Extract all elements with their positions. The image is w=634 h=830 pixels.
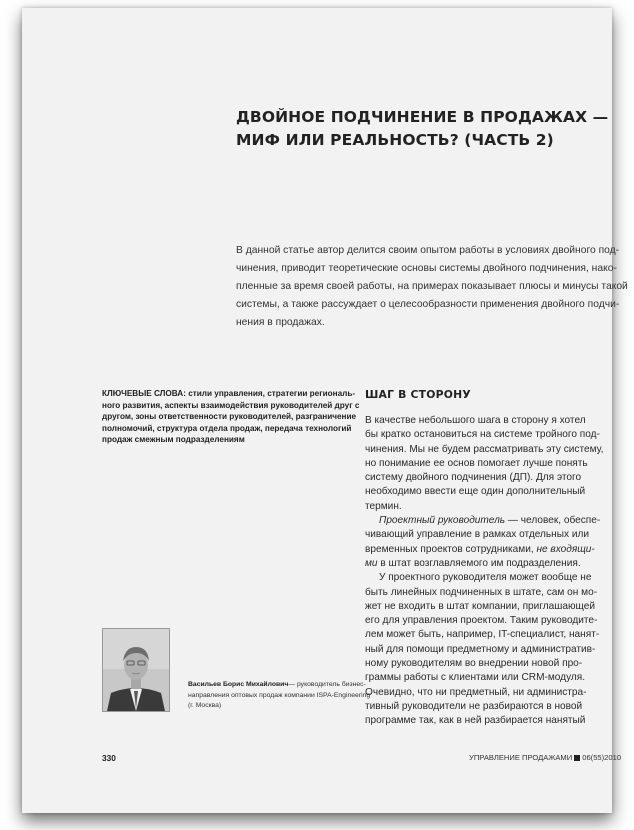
body-line: но понимание ее основ помогает лучше понять [365,457,588,469]
journal-footer [469,753,621,762]
body-line [365,557,615,571]
author-role: — руководитель бизнес- [288,681,366,688]
keywords-line: КЛЮЧЕВЫЕ СЛОВА: стили управления, стратегии региональ- [102,389,356,398]
body-line: жет не входить в штат компании, приглашающей [365,600,595,612]
body-line: бы кратко остановиться на системе тройного под- [365,429,600,441]
body-line: программе так, как в ней разбирается нанятый [365,715,586,727]
title-line: ДВОЙНОЕ ПОДЧИНЕНИЕ В ПРОДАЖАХ — [236,108,609,126]
body-line: У проектного руководителя может вообще не [379,572,592,584]
body-line: чинения. Мы не будем рассматривать эту систему, [365,443,604,455]
body-line: лем может быть, например, IT-специалист, нанят- [365,629,600,641]
emphasis-italic: не входящи- [533,543,595,555]
author-photo [102,628,170,712]
body-line [365,543,615,557]
term-italic: Проектный руководитель [379,515,506,527]
section-heading: ШАГ В СТОРОНУ [365,388,471,401]
body-line: ному руководителям во внедрении новой про- [365,658,583,670]
journal-name: УПРАВЛЕНИЕ ПРОДАЖАМИ [469,753,573,762]
body-line: необходимо ввести еще один дополнительный [365,486,586,498]
article-abstract [236,242,628,332]
title-line: МИФ ИЛИ РЕАЛЬНОСТЬ? (ЧАСТЬ 2) [236,131,554,149]
abstract-line: пленные за время своей работы, на примерах показывает плюсы и минусы такой [236,281,628,292]
abstract-line: системы, а также рассуждает о целесообразности применения двойного подчи- [236,299,620,310]
body-line: термин. [365,500,402,512]
body-line: ный для помощи предметному и административ- [365,643,596,655]
body-text [365,414,615,729]
abstract-line: чинения, приводит теоретические основы системы двойного подчинения, нако- [236,263,617,274]
body-line: тивный руководители не разбираются в новой [365,700,583,712]
abstract-line: В данной статье автор делится своим опытом работы в условиях двойного под- [236,245,620,256]
body-fragment: — человек, обеспе- [505,515,601,527]
body-fragment: в штат возглавляемого им подразделения. [377,557,581,569]
body-line: граммы работы с клиентами или CRM-модуля. [365,672,586,684]
keywords-block [102,388,360,446]
body-line: чивающий управление в рамках отдельных или [365,529,589,541]
author-caption [188,680,371,712]
body-line: систему двойного подчинения (ДП). Для этого [365,472,582,484]
keywords-line: ного развития, аспекты взаимодействия руководителей друг с [102,400,360,410]
body-line: быть линейных подчиненных в штате, сам он мо- [365,586,598,598]
body-line: Очевидно, что ни предметный, ни администра- [365,686,587,698]
issue-number: 06(55)2010 [582,753,622,762]
body-fragment: временных проектов сотрудниками, [365,543,534,555]
keywords-line: другом, зоны ответственности руководителей, разграничение [102,412,357,422]
keywords-line: продаж смежным подразделениям [102,435,245,445]
author-caption-line: направления оптовых продаж компании ISPA-Engineering [188,691,371,699]
body-line: его для управления проектом. Таким руководите- [365,615,598,627]
emphasis-italic: ми [365,557,378,569]
square-bullet-icon [574,755,580,761]
author-portrait-icon [103,629,169,711]
keywords-line: полномочий, структура отдела продаж, передача технологий [102,423,352,433]
article-title [236,106,626,152]
page-number: 330 [102,753,116,763]
author-caption-line: (г. Москва) [188,702,222,709]
author-name: Васильев Борис Михайлович [188,681,289,688]
body-line: В качестве небольшого шага в сторону я хотел [365,415,586,426]
magazine-page [22,8,628,813]
abstract-line: нения в продажах. [236,317,325,328]
body-line [365,514,615,528]
